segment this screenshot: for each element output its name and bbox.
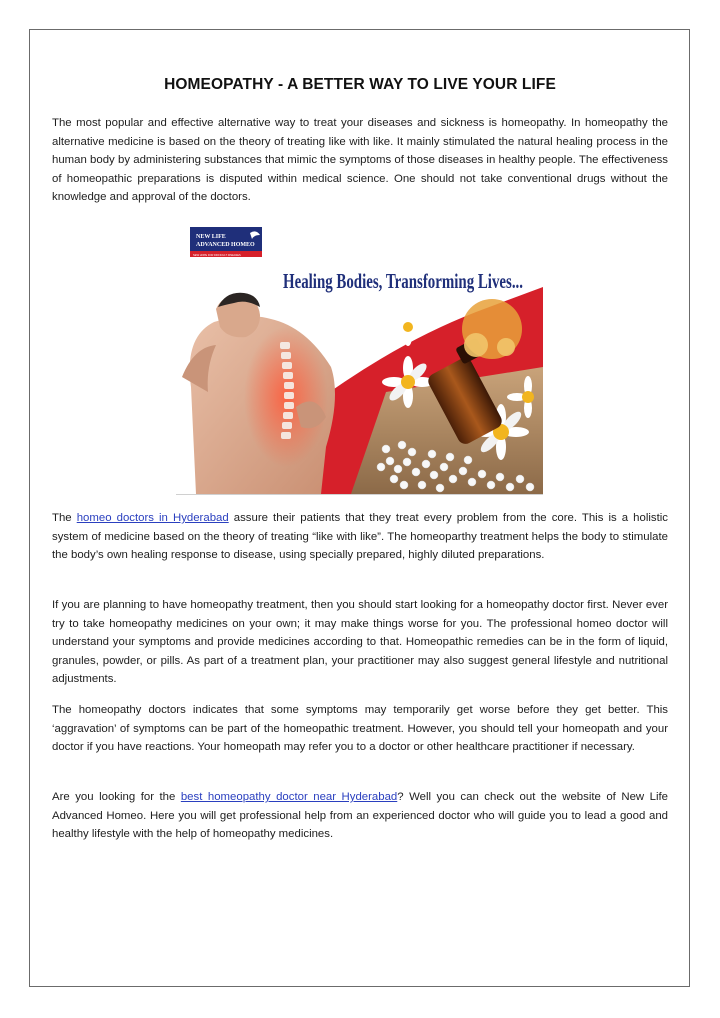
logo-line2: ADVANCED HOMEO bbox=[196, 242, 255, 248]
page-title: HOMEOPATHY - A BETTER WAY TO LIVE YOUR LIFE bbox=[164, 76, 556, 93]
paragraph-conclusion bbox=[52, 788, 668, 844]
paragraph-treatment: If you are planning to have homeopathy treatment, then you should start looking for a homeopathy doctor first. Never ever try to take homeopathy medicines on your own; it may make things worse for you. The professional homeo doctor will understand your symptoms and provide medicines according to that. Homeopathic remedies can be in the form of liquid, granules, powder, or pills. As part of a treatment plan, your practitioner may also suggest general lifestyle and nutritional adjustments. bbox=[52, 599, 668, 686]
p5-text-before: Are you looking for the bbox=[52, 791, 181, 803]
paragraph-aggravation: The homeopathy doctors indicates that some symptoms may temporarily get worse before they get better. This ‘aggravation’ of symptoms can be part of the homeopathic treatment. However, you should tell your homeopath and your doctor if you have reactions. Your homeopath may refer you to a doctor or other healthcare practitioner if necessary. bbox=[52, 704, 668, 754]
logo-tagline: NEW HOPE FOR DIFFICULT DISEASES bbox=[193, 254, 241, 257]
logo-line1: NEW LIFE bbox=[196, 234, 226, 240]
intro-paragraph: The most popular and effective alternative way to treat your diseases and sickness is homeopathy. In homeopathy the alternative medicine is based on the theory of treating like with like. It mainly stimulated the natural healing process in the human body by administering substances that mimic the symptoms of those diseases in healthy people. The effectiveness of homeopathic preparations is disputed within medical science. One should not take conventional drugs without the knowledge and approval of the doctors. bbox=[52, 117, 668, 204]
p2-text-before: The bbox=[52, 512, 77, 524]
best-doctor-link[interactable]: best homeopathy doctor near Hyderabad bbox=[180, 791, 398, 803]
p5-text-after: ? Well you can check out the website of New Life Advanced Homeo. Here you will get professional help from an experienced doctor who will guide you to lead a good and healthy lifestyle with the help of homeopathy medicines. bbox=[52, 791, 669, 841]
brand-logo bbox=[190, 227, 262, 257]
homeo-doctors-link[interactable]: homeo doctors in Hyderabad bbox=[76, 512, 229, 524]
hero-image bbox=[176, 217, 543, 495]
hero-headline: Healing Bodies, Transforming Lives... bbox=[283, 269, 523, 293]
paragraph-doctors bbox=[52, 509, 668, 565]
p2-text-after: assure their patients that they treat every problem from the core. This is a holistic system of medicine based on the theory of treating “like with like”. The homeoparthy treatment helps the body to stimulate the body’s own healing response to disease, using specially prepared, highly diluted preparations. bbox=[52, 512, 669, 562]
